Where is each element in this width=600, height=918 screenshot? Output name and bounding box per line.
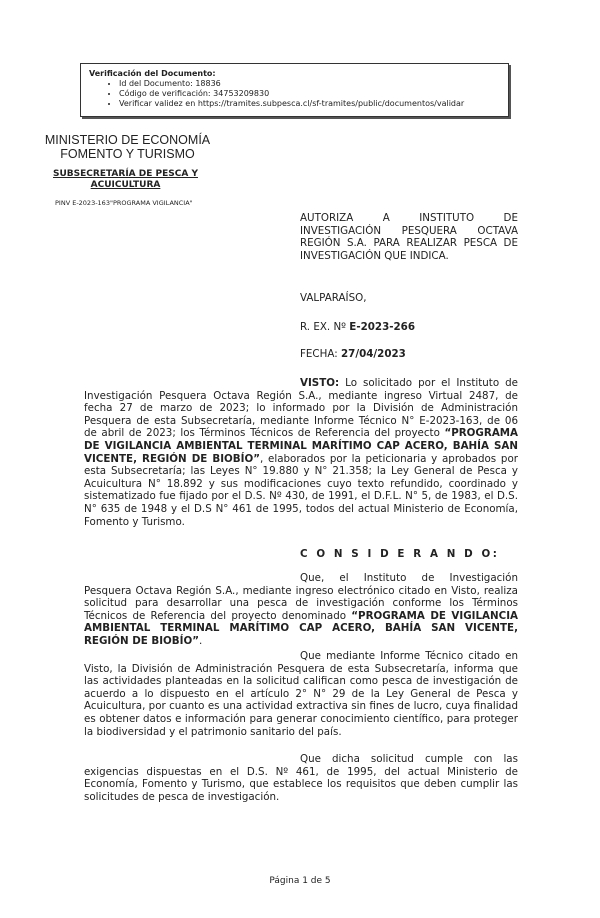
rex-label: R. EX. Nº: [300, 321, 346, 333]
verification-url[interactable]: • Verificar validez en https://tramites.subpesca.cl/sf-tramites/public/documentos/validar: [119, 99, 508, 109]
subsecretaria-heading: SUBSECRETARÍA DE PESCA Y ACUICULTURA: [53, 169, 198, 190]
ministry-heading: [40, 133, 215, 161]
page-number: Página 1 de 5: [269, 876, 331, 886]
rex-value: E-2023-266: [349, 321, 416, 333]
visto-text-2: , elaborados por la peticionaria y aprobados por esta Subsecretaría; las Leyes N° 19.880 y N° 21.358; la Ley General de Pesca y Acuicultura N° 18.892 y sus modificaciones cuyo texto refundido, coordinado y sistematizado fue fijado por el D.S. Nº 430, de 1991, el D.F.L. N° 5, de 1983, el D.S. N° 635 de 1948 y el D.S N° 461 de 1995, todos del actual Ministerio de Economía, Fomento y Turismo.: [84, 452, 518, 528]
verification-list: [89, 79, 508, 109]
considerando-paragraph-1: [84, 572, 518, 648]
visto-text-1: Lo solicitado por el Instituto de Investigación Pesquera Octava Región S.A., mediante ingreso Virtual 2487, de fecha 27 de marzo de 2023; lo informado por la División de Administración Pesquera de esta Subsecretaría, mediante Informe Técnico N° E-2023-163, de 06 de abril de 2023; los Términos Técnicos de Referencia del proyecto: [84, 377, 518, 440]
resolution-date: [300, 348, 518, 361]
visto-paragraph: [84, 377, 518, 528]
ministry-line-1: MINISTERIO DE ECONOMÍA: [44, 133, 211, 147]
p2-text: Que mediante Informe Técnico citado en Visto, la División de Administración Pesquera de esta Subsecretaría, informa que las actividades planteadas en la solicitud califican como pesca de investigación de acuerdo a lo dispuesto en el artículo 2° N° 29 de la Ley General de Pesca y Acuicultura, por cuanto es una actividad extractiva sin fines de lucro, cuya finalidad es obtener datos e información para generar conocimiento científico, para proteger la biodiversidad y el patrimonio sanitario del país.: [84, 650, 518, 738]
resolution-number: [300, 321, 518, 334]
visto-project-name: “PROGRAMA DE VIGILANCIA AMBIENTAL TERMINAL MARÍTIMO CAP ACERO, BAHÍA SAN VICENTE, REGIÓN DE BIOBÍO”: [84, 427, 518, 465]
considerando-paragraph-3: [84, 753, 518, 803]
verification-code: • Código de verificación: 34753209830: [119, 89, 508, 99]
p1-end: .: [199, 634, 203, 647]
fecha-value: 27/04/2023: [340, 348, 406, 360]
verification-box: [80, 63, 509, 117]
document-id: • Id del Documento: 18836: [119, 79, 508, 89]
verification-title: Verificación del Documento:: [89, 69, 216, 78]
considerando-heading: C O N S I D E R A N D O:: [300, 548, 500, 560]
ministry-line-2: FOMENTO Y TURISMO: [60, 147, 195, 161]
fecha-label: FECHA:: [300, 348, 338, 360]
p3-text: Que dicha solicitud cumple con las exigencias dispuestas en el D.S. Nº 461, de 1995, del actual Ministerio de Economía, Fomento y Turismo, que establece los requisitos que deben cumplir las solicitudes de pesca de investigación.: [84, 753, 518, 803]
considerando-paragraph-2: [84, 650, 518, 738]
p1-text: Que, el Instituto de Investigación Pesquera Octava Región S.A., mediante ingreso electrónico citado en Visto, realiza solicitud para desarrollar una pesca de investigación conforme los Términos Técnicos de Referencia del proyecto denominado: [84, 572, 518, 622]
p1-project-name: “PROGRAMA DE VIGILANCIA AMBIENTAL TERMINAL MARÍTIMO CAP ACERO, BAHÍA SAN VICENTE, REGIÓN DE BIOBÍO”: [84, 609, 518, 647]
resolution-city: VALPARAÍSO,: [300, 292, 367, 304]
visto-label: VISTO:: [300, 377, 340, 389]
resolution-summary: AUTORIZA A INSTITUTO DE INVESTIGACIÓN PESQUERA OCTAVA REGIÓN S.A. PARA REALIZAR PESCA DE INVESTIGACIÓN QUE INDICA.: [300, 212, 518, 262]
pinv-reference: PINV E-2023-163"PROGRAMA VIGILANCIA": [55, 199, 193, 207]
